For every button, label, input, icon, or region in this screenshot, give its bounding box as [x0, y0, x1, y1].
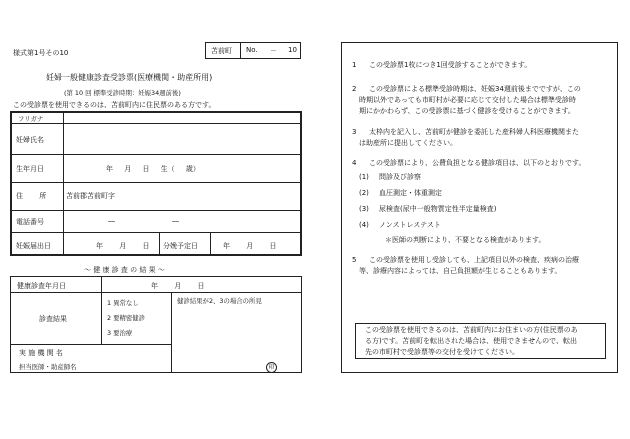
page-title: 妊婦一般健康診査受診票(医療機関・助産所用)	[46, 73, 213, 82]
no-value: 10	[288, 46, 297, 54]
address-field[interactable]: 苫前郡苫前町字	[66, 192, 115, 200]
phone-field-2[interactable]: ―	[172, 217, 179, 225]
sub-item-1-num: (1)	[359, 173, 369, 181]
sub-item-3-text: 尿検査(尿中一般物質定性半定量検査)	[379, 205, 497, 213]
notice-line-1: この受診票を使用できるのは、苫前町内にお住まいの方(住民票のあ	[365, 326, 578, 334]
residency-notice	[355, 323, 606, 359]
name-label: 妊婦氏名	[16, 136, 44, 144]
note-1-num: 1	[352, 61, 357, 69]
results-table	[10, 276, 302, 373]
name-field[interactable]	[64, 124, 300, 154]
sub-item-2-text: 血圧測定・体重測定	[379, 189, 442, 197]
notice-line-2: る方)です。苫前町を転出された場合は、使用できませんので、転出	[365, 337, 578, 345]
due-date-label: 分娩予定日	[163, 242, 198, 250]
note-4-text: この受診票により、公費負担となる健診項目は、以下のとおりです。	[369, 159, 586, 167]
result-label: 診査結果	[39, 315, 67, 323]
sub-item-3-num: (3)	[359, 205, 369, 213]
note-3-line-1: 太枠内を記入し、苫前町が健診を委託した産科婦人科医療機関また	[369, 128, 579, 136]
result-option-2[interactable]: 2 要精密健診	[107, 314, 146, 322]
note-2-num: 2	[352, 85, 357, 93]
town-label: 苫前町	[211, 47, 232, 55]
note-5-line-2: 等、診療内容によっては、自己負担額が生じることもあります。	[359, 267, 562, 275]
exam-date-field[interactable]: 年 月 日	[151, 282, 205, 290]
notice-line-3: 先の市町村で受診票等の交付を受けてください。	[365, 348, 519, 356]
notes-panel	[341, 42, 618, 373]
pregnancy-date-label: 妊娠届出日	[16, 242, 51, 250]
note-2-line-2: 時期以外であっても市町村が必要に応じて交付した場合は標準受診時	[359, 96, 576, 104]
note-4-num: 4	[352, 159, 357, 167]
furigana-label: フリガナ	[18, 115, 44, 123]
note-2-line-3: 期にかかわらず、この受診票に基づく健診を受けることができます。	[359, 107, 575, 115]
findings-field[interactable]	[173, 307, 299, 367]
phone-label: 電話番号	[16, 218, 44, 226]
seal-icon	[266, 362, 277, 373]
sub-item-4-num: (4)	[359, 221, 369, 229]
page-subtitle: (第 10 回 標準受診時期：妊娠34週前後)	[64, 89, 181, 97]
institution-label: 実 施 機 関 名	[19, 349, 63, 357]
pregnancy-date-field[interactable]: 年 月 日	[96, 242, 150, 250]
dob-label: 生年月日	[16, 165, 44, 173]
no-dash: －	[270, 47, 277, 55]
phone-field-1[interactable]: ―	[108, 217, 115, 225]
results-heading: ～ 健 康 診 査 の 結 果 ～	[84, 266, 165, 274]
dob-field[interactable]: 年 月 日 生（ 歳）	[106, 165, 200, 173]
result-option-3[interactable]: 3 要治療	[107, 329, 133, 337]
form-number: 様式第1号その10	[13, 49, 69, 57]
applicant-form	[10, 111, 302, 256]
sub-item-4-text: ノンストレステスト	[379, 221, 441, 229]
note-3-line-2: は助産所に提出してください。	[359, 139, 457, 147]
sub-item-2-num: (2)	[359, 189, 369, 197]
eligibility-note: この受診票を使用できるのは、苫前町内に住民票のある方です。	[13, 101, 216, 109]
note-2-line-1: この受診票による標準受診時期は、妊娠34週前後までですが、この	[369, 85, 581, 93]
note-1-text: この受診票1枚につき1回受診することができます。	[369, 61, 532, 69]
furigana-field[interactable]	[64, 113, 300, 123]
findings-label: 健診結果が2、3の場合の所見	[177, 297, 262, 305]
doctor-label: 担当医師・助産師名	[19, 363, 77, 371]
no-label: No.	[246, 46, 258, 54]
seal-label: 印	[268, 364, 275, 371]
address-label: 住 所	[16, 192, 47, 200]
note-3-num: 3	[352, 128, 357, 136]
sub-item-note: ＊医師の判断により、不要となる検査があります。	[385, 236, 546, 244]
number-box	[205, 42, 301, 59]
sub-item-1-text: 問診及び診察	[379, 173, 421, 181]
note-5-num: 5	[352, 256, 357, 264]
result-option-1[interactable]: 1 異常なし	[107, 299, 139, 307]
exam-date-label: 健康診査年月日	[17, 282, 66, 290]
note-5-line-1: この受診票を使用し受診しても、上記項目以外の検査、疾病の治療	[369, 256, 579, 264]
due-date-field[interactable]: 年 月 日	[223, 242, 277, 250]
